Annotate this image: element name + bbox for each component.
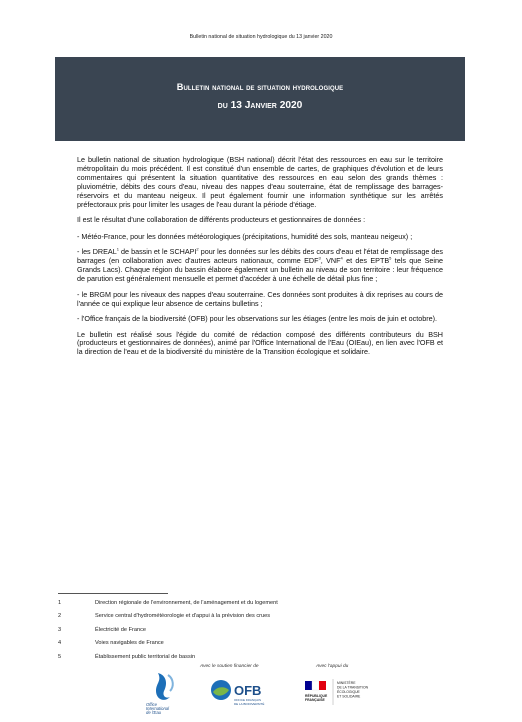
footnote-item: 3 Électricité de France (58, 626, 146, 633)
footnote-item: 2 Service central d'hydrométéorologie et d'appui à la prévision des crues (58, 613, 271, 620)
svg-text:de l'Eau: de l'Eau (146, 710, 162, 715)
svg-text:DE LA TRANSITION: DE LA TRANSITION (337, 685, 369, 690)
paragraph-dreal: - les DREAL$^1$ de bassin et le SCHAPI$^2$ pour les données sur les débits des cours d'eau et l'état de remplissage des barrages (en collaboration avec d'autres acteurs nationaux, comme EDF$^3$, VNF$^4$ et des EPTB$^5$ tels que Seine Grands Lacs). Chaque région du bassin élabore également un bulletin au niveau de son territoire : leur fréquence de parution est généralement mensuelle et permet d'accéder à une échelle de détail plus fine ; (77, 247, 443, 284)
footnote-ref-4: 4 (340, 255, 343, 261)
support-label: Avec l'appui du (316, 664, 349, 669)
paragraph-intro: Le bulletin national de situation hydrologique (BSH national) décrit l'état des ressources en eau sur le territoire métropolitain du mois précédent. Il est constitué d'un ensemble de cartes, de graphiques d'évolution et de leurs commentaires qui présentent la situation quantitative des ressources en eau selon des grands thèmes : pluviométrie, débits des cours d'eau, niveau des nappes d'eau souterraine, état de remplissage des barrages-réservoirs et du manteau neigeux. Il peut également fournir une information synthétique sur les arrêtés préfectoraux pris pour limiter les usages de l'eau durant la période d'étiage. (77, 155, 443, 209)
banner-title: Bulletin national de situation hydrologique (176, 82, 344, 92)
svg-text:FRANÇAISE: FRANÇAISE (305, 698, 325, 702)
paragraph-editorial: Le bulletin est réalisé sous l'égide du comité de rédaction composé des différents contributeurs du BSH (producteurs et gestionnaires de données), animé par l'Office International de l'Eau (OIEau), en lien avec l'OFB et la direction de l'eau et de la biodiversité du ministère de la Transition écologique et solidaire. (77, 329, 443, 357)
footnote-ref-3: 3 (318, 255, 321, 261)
svg-text:ÉCOLOGIQUE: ÉCOLOGIQUE (337, 690, 360, 694)
svg-text:Office: Office (146, 702, 157, 707)
water-drop-icon (156, 673, 170, 700)
svg-text:RÉPUBLIQUE: RÉPUBLIQUE (305, 694, 328, 698)
footnote-item: 1 Direction régionale de l'environnement, de l'aménagement et du logement (58, 600, 278, 606)
footnote-ref-5: 5 (389, 255, 392, 261)
svg-text:MINISTÈRE: MINISTÈRE (337, 681, 356, 685)
oieau-logo (144, 669, 190, 715)
svg-text:ET SOLIDAIRE: ET SOLIDAIRE (337, 694, 361, 699)
footnote-ref-1: 1 (116, 247, 119, 253)
ofb-logo (209, 676, 283, 708)
paragraph-meteo-france: - Météo-France, pour les données météorologiques (précipitations, humidité des sols, manteau neigeux) ; (77, 231, 413, 241)
svg-text:International: International (146, 706, 170, 711)
footnote-item: 4 Voies navigables de France (58, 640, 164, 647)
running-header: Bulletin national de situation hydrologique du 13 janvier 2020 (189, 34, 333, 40)
svg-text:DE LA BIODIVERSITÉ: DE LA BIODIVERSITÉ (234, 702, 265, 706)
ministry-logo (303, 675, 383, 709)
footnote-ref-2: 2 (196, 247, 199, 253)
financial-support-label: Avec le soutien financier de (200, 664, 259, 669)
svg-text:OFB: OFB (234, 683, 262, 698)
title-banner (55, 57, 465, 141)
paragraph-brgm: - le BRGM pour les niveaux des nappes d'eau souterraine. Ces données sont produites à dix reprises au cours de l'année ce qui explique leur absence de certains bulletins ; (77, 289, 443, 308)
flag-icon (305, 681, 312, 690)
footnotes (58, 600, 478, 667)
footnote-item: 5 Établissement public territorial de bassin (58, 653, 196, 660)
footnote-separator (58, 593, 168, 594)
paragraph-collaboration: Il est le résultat d'une collaboration de différents producteurs et gestionnaires de données : (77, 215, 366, 225)
paragraph-ofb: - l'Office français de la biodiversité (OFB) pour les observations sur les étiages (entre les mois de juin et octobre). (77, 314, 437, 324)
svg-text:OFFICE FRANÇAIS: OFFICE FRANÇAIS (234, 698, 262, 702)
banner-date: du 13 Janvier 2020 (217, 100, 303, 111)
body-text (77, 156, 443, 364)
